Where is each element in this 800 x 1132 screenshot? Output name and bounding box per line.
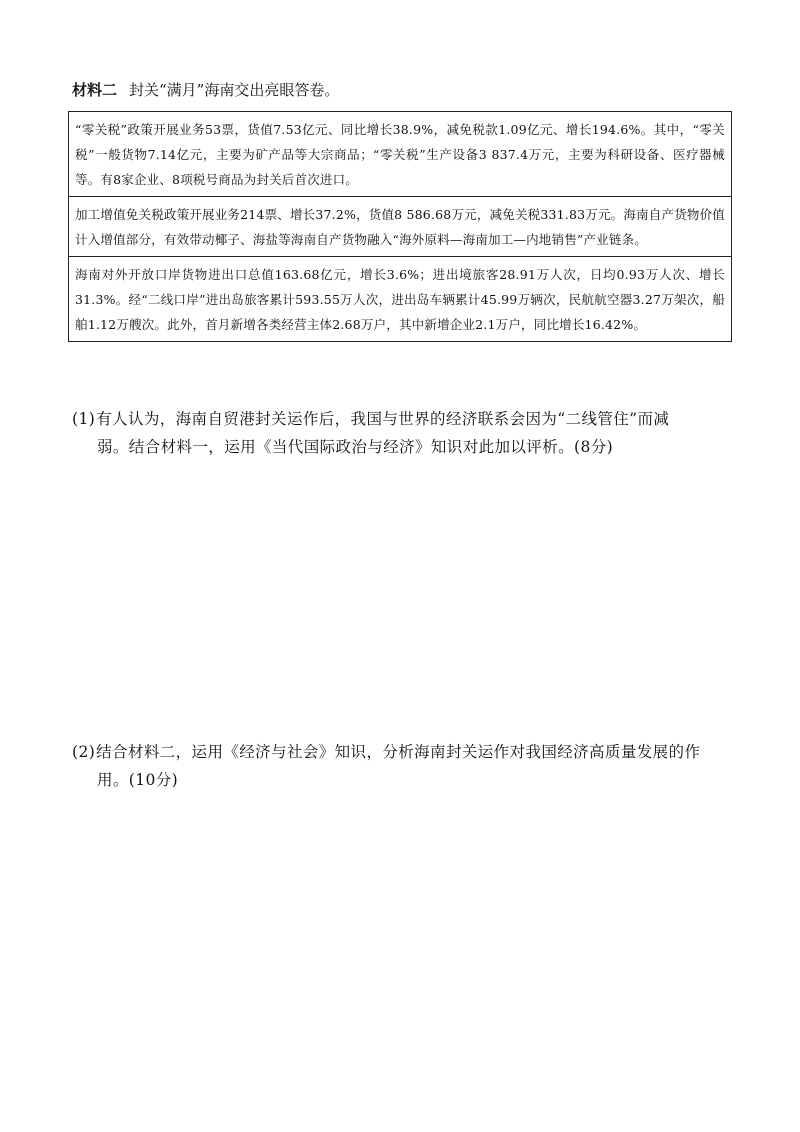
question-1-line-1: 有人认为，海南自贸港封关运作后，我国与世界的经济联系会因为“二线管住”而减	[96, 410, 670, 428]
material-heading	[72, 80, 339, 100]
question-1-number: (1)	[72, 410, 96, 428]
question-1	[72, 405, 740, 461]
material-title: 封关“满月”海南交出亮眼答卷。	[129, 81, 340, 99]
material-row-zero-tariff: “零关税”政策开展业务53票，货值7.53亿元、同比增长38.9%，减免税款1.09亿元、增长194.6%。其中，“零关税”一般货物7.14亿元，主要为矿产品等大宗商品；“零关税”生产设备3 837.4万元，主要为科研设备、医疗器械等。有8家企业、8项税号商品为封关后首次进口。	[75, 122, 725, 187]
question-1-line-2: 弱。结合材料一，运用《当代国际政治与经济》知识对此加以评析。(8分)	[97, 438, 614, 456]
question-2-line-2: 用。(10分)	[97, 771, 179, 789]
question-2	[72, 738, 740, 794]
material-label: 材料二	[72, 81, 118, 99]
question-2-line-1: 结合材料二，运用《经济与社会》知识，分析海南封关运作对我国经济高质量发展的作	[96, 743, 701, 761]
material-row-processing-value-added: 加工增值免关税政策开展业务214票、增长37.2%，货值8 586.68万元，减免关税331.83万元。海南自产货物价值计入增值部分，有效带动椰子、海盐等海南自产货物融入“海外原料—海南加工—内地销售”产业链条。	[69, 196, 731, 256]
material-row-port-trade: 海南对外开放口岸货物进出口总值163.68亿元，增长3.6%；进出境旅客28.91万人次，日均0.93万人次、增长31.3%。经“二线口岸”进出岛旅客累计593.55万人次，进出岛车辆累计45.99万辆次，民航航空器3.27万架次，船舶1.12万艘次。此外，首月新增各类经营主体2.68万户，其中新增企业2.1万户，同比增长16.42%。	[69, 256, 731, 341]
material-table	[68, 111, 732, 342]
question-2-number: (2)	[72, 743, 96, 761]
